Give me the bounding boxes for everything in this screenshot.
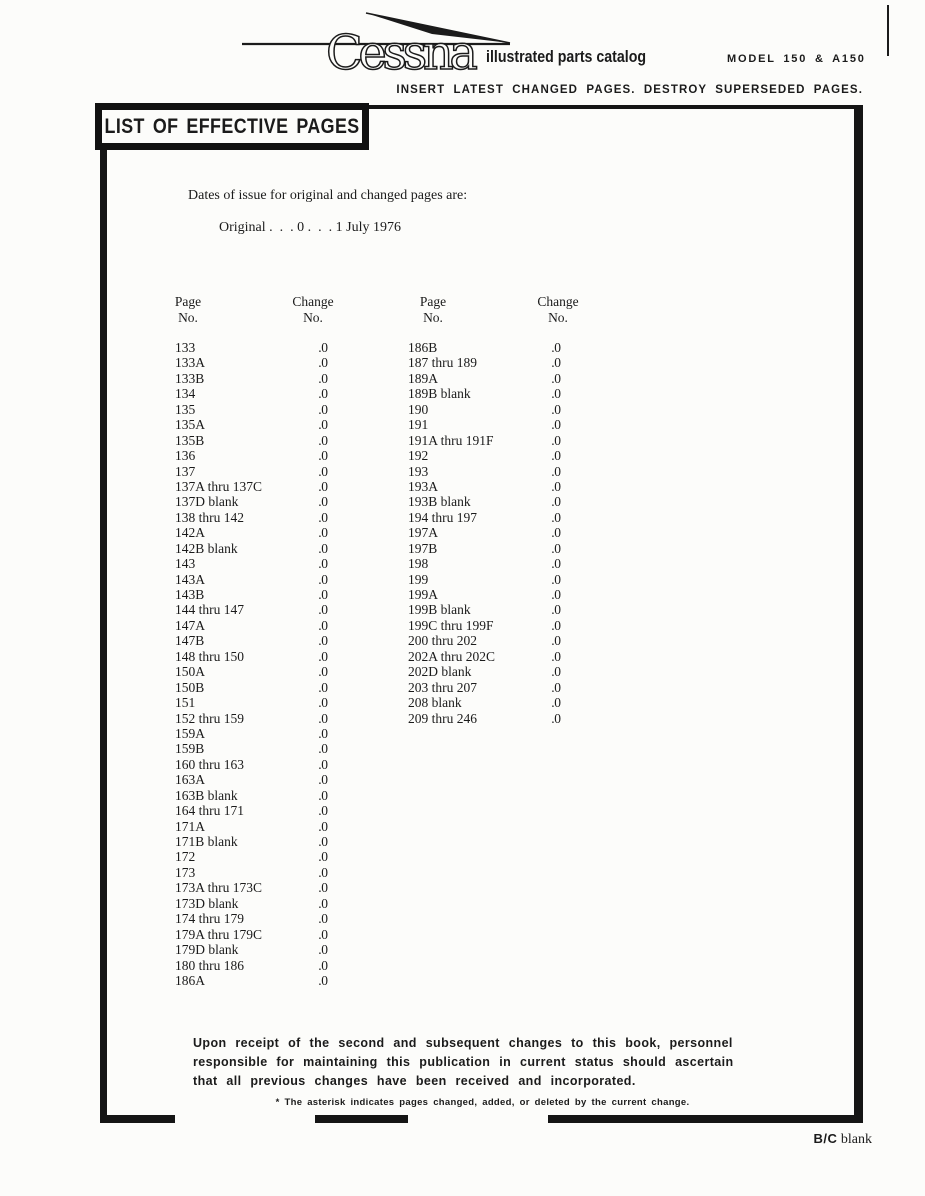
- table-row: [175, 849, 328, 864]
- page-no: 202A thru 202C: [408, 649, 548, 1196]
- table-row: [175, 865, 328, 880]
- change-no: 0: [321, 478, 328, 494]
- change-no: 0: [321, 834, 328, 849]
- table-row: [175, 757, 328, 772]
- page-no: 137A thru 137C: [175, 479, 315, 1196]
- table-row: [175, 355, 328, 370]
- page-no: 191A thru 191F: [408, 433, 548, 1196]
- change-no: 0: [554, 401, 561, 417]
- change-no: 0: [321, 725, 328, 741]
- change-no: 0: [554, 509, 561, 525]
- page-no: 150A: [175, 664, 315, 1196]
- page-no: 203 thru 207: [408, 680, 548, 1196]
- table-row: [408, 494, 561, 509]
- page-no: 137: [175, 464, 315, 1196]
- change-no: 0: [554, 525, 561, 541]
- table-row: [175, 927, 328, 942]
- table-row: [175, 788, 328, 803]
- page-no: 147B: [175, 633, 315, 1196]
- change-no: 0: [321, 417, 328, 433]
- change-no: 0: [554, 355, 561, 371]
- page-no: 135: [175, 402, 315, 1196]
- change-no: 0: [321, 463, 328, 479]
- page-no: 192: [408, 448, 548, 1196]
- change-no: 0: [321, 926, 328, 942]
- table-row: [175, 417, 328, 432]
- table-row: [175, 448, 328, 463]
- original-issue-line: Original . . . 0 . . . 1 July 1976: [219, 220, 401, 235]
- page-no: 152 thru 159: [175, 711, 315, 1196]
- cessna-logo: [240, 6, 520, 78]
- page-no: 173A thru 173C: [175, 880, 315, 1196]
- page-no: 142A: [175, 525, 315, 1196]
- table-row: [175, 664, 328, 679]
- page-no: 186A: [175, 973, 315, 1196]
- change-no: 0: [321, 355, 328, 371]
- change-no: 0: [321, 803, 328, 819]
- page-no: 174 thru 179: [175, 911, 315, 1196]
- table-row: [408, 525, 561, 540]
- table-row: [408, 711, 561, 726]
- footer-line: that all previous changes have been received and incorporated.: [193, 1074, 636, 1088]
- table-row: [408, 541, 561, 556]
- page-no: 163A: [175, 772, 315, 1196]
- change-no: 0: [321, 540, 328, 556]
- change-no: 0: [321, 911, 328, 927]
- table-row: [408, 448, 561, 463]
- page-no: 198: [408, 556, 548, 1196]
- change-no: 0: [321, 448, 328, 464]
- footer-paragraph: [193, 1034, 785, 1091]
- change-no: 0: [321, 864, 328, 880]
- catalog-title: illustrated parts catalog: [486, 48, 647, 66]
- page-no: 138 thru 142: [175, 510, 315, 1196]
- table-row: [408, 633, 561, 648]
- table-row: [408, 355, 561, 370]
- table-row: [175, 433, 328, 448]
- table-row: [408, 464, 561, 479]
- page-no: 171A: [175, 819, 315, 1196]
- change-no: 0: [554, 370, 561, 386]
- table-row: [175, 711, 328, 726]
- right-change-header: Change No.: [537, 294, 579, 325]
- table-row: [175, 479, 328, 494]
- page-no: 135A: [175, 417, 315, 1196]
- page-no: 143B: [175, 587, 315, 1196]
- effective-pages-left-column: [175, 340, 328, 988]
- page-no: 133B: [175, 371, 315, 1196]
- right-page-header: Page No.: [419, 294, 447, 325]
- page-no: 142B blank: [175, 541, 315, 1196]
- table-row: [408, 618, 561, 633]
- table-row: [175, 602, 328, 617]
- change-no: 0: [321, 741, 328, 757]
- page-no: 173D blank: [175, 896, 315, 1196]
- page-no: 172: [175, 849, 315, 1196]
- change-no: 0: [554, 417, 561, 433]
- table-row: [175, 942, 328, 957]
- change-no: 0: [321, 679, 328, 695]
- page-no: 143A: [175, 572, 315, 1196]
- change-no: 0: [554, 648, 561, 664]
- effective-pages-right-column: [408, 340, 561, 726]
- page-no: 143: [175, 556, 315, 1196]
- page-no: 193B blank: [408, 494, 548, 1196]
- table-row: [408, 556, 561, 571]
- table-row: [175, 371, 328, 386]
- change-no: 0: [554, 710, 561, 726]
- table-row: [408, 433, 561, 448]
- page-no: 199A: [408, 587, 548, 1196]
- change-no: 0: [321, 664, 328, 680]
- page-no: 151: [175, 695, 315, 1196]
- title-box: [95, 103, 369, 150]
- page-no: 194 thru 197: [408, 510, 548, 1196]
- change-no: 0: [554, 494, 561, 510]
- change-bar-mark: [887, 5, 889, 56]
- change-no: 0: [321, 772, 328, 788]
- change-no: 0: [321, 942, 328, 958]
- change-no: 0: [554, 556, 561, 572]
- change-no: 0: [554, 695, 561, 711]
- page-no: 197A: [408, 525, 548, 1196]
- table-row: [175, 587, 328, 602]
- change-no: 0: [554, 448, 561, 464]
- table-row: [408, 587, 561, 602]
- page-no: 200 thru 202: [408, 633, 548, 1196]
- page-no: 193: [408, 464, 548, 1196]
- page-no: 202D blank: [408, 664, 548, 1196]
- table-row: [175, 772, 328, 787]
- change-no: 0: [321, 972, 328, 988]
- change-no: 0: [554, 587, 561, 602]
- table-row: [408, 417, 561, 432]
- change-no: 0: [321, 386, 328, 402]
- table-row: [408, 510, 561, 525]
- change-no: 0: [321, 895, 328, 911]
- table-row: [175, 803, 328, 818]
- change-no: 0: [321, 818, 328, 834]
- page-no: 208 blank: [408, 695, 548, 1196]
- asterisk-note: * The asterisk indicates pages changed, added, or deleted by the current change.: [275, 1097, 690, 1108]
- page-no: 199C thru 199F: [408, 618, 548, 1196]
- page-no: 159A: [175, 726, 315, 1196]
- table-row: [175, 556, 328, 571]
- table-row: [408, 479, 561, 494]
- change-no: 0: [321, 648, 328, 664]
- page-no: 148 thru 150: [175, 649, 315, 1196]
- page-no: 137D blank: [175, 494, 315, 1196]
- change-no: 0: [554, 679, 561, 695]
- change-no: 0: [321, 633, 328, 649]
- dates-of-issue-line: Dates of issue for original and changed pages are:: [188, 188, 468, 203]
- change-no: 0: [321, 587, 328, 602]
- page-corner-label: [814, 1131, 873, 1148]
- page-no: 209 thru 246: [408, 711, 548, 1196]
- page-no: 164 thru 171: [175, 803, 315, 1196]
- page-no: 133: [175, 340, 315, 1196]
- table-row: [408, 649, 561, 664]
- change-no: 0: [321, 957, 328, 973]
- page-no: 147A: [175, 618, 315, 1196]
- change-no: 0: [554, 386, 561, 402]
- change-no: 0: [554, 633, 561, 649]
- table-row: [408, 572, 561, 587]
- table-row: [408, 386, 561, 401]
- change-no: 0: [554, 340, 561, 355]
- page-no: 193A: [408, 479, 548, 1196]
- page-no: 199B blank: [408, 602, 548, 1196]
- change-no: 0: [321, 571, 328, 587]
- page-no: 190: [408, 402, 548, 1196]
- table-row: [175, 973, 328, 988]
- page-no: 191: [408, 417, 548, 1196]
- change-no: 0: [554, 432, 561, 448]
- table-row: [175, 896, 328, 911]
- table-row: [408, 340, 561, 355]
- page-no: 135B: [175, 433, 315, 1196]
- logo-wordmark: Cessna: [326, 25, 478, 78]
- change-no: 0: [321, 756, 328, 772]
- page-no: 173: [175, 865, 315, 1196]
- change-no: 0: [321, 370, 328, 386]
- table-row: [175, 525, 328, 540]
- change-no: 0: [321, 509, 328, 525]
- table-row: [175, 618, 328, 633]
- corner-label-rest: blank: [837, 1132, 872, 1147]
- page-no: 144 thru 147: [175, 602, 315, 1196]
- table-row: [408, 695, 561, 710]
- table-row: [175, 819, 328, 834]
- table-row: [175, 958, 328, 973]
- insert-instruction: INSERT LATEST CHANGED PAGES. DESTROY SUPERSEDED PAGES.: [396, 84, 863, 96]
- table-row: [175, 386, 328, 401]
- change-no: 0: [321, 556, 328, 572]
- page-no: 136: [175, 448, 315, 1196]
- model-label: MODEL 150 & A150: [727, 53, 866, 65]
- left-page-header: Page No.: [174, 294, 202, 325]
- table-row: [175, 649, 328, 664]
- change-no: 0: [321, 880, 328, 896]
- table-row: [175, 494, 328, 509]
- table-row: [408, 402, 561, 417]
- table-row: [175, 633, 328, 648]
- change-no: 0: [554, 540, 561, 556]
- change-no: 0: [321, 849, 328, 865]
- change-no: 0: [321, 617, 328, 633]
- table-row: [175, 880, 328, 895]
- page-no: 197B: [408, 541, 548, 1196]
- table-row: [175, 541, 328, 556]
- table-row: [408, 602, 561, 617]
- page-no: 179D blank: [175, 942, 315, 1196]
- table-row: [175, 572, 328, 587]
- table-row: [408, 371, 561, 386]
- page-no: 187 thru 189: [408, 355, 548, 1196]
- table-row: [175, 741, 328, 756]
- table-row: [175, 340, 328, 355]
- table-row: [175, 680, 328, 695]
- page-no: 199: [408, 572, 548, 1196]
- change-no: 0: [554, 664, 561, 680]
- page-no: 189B blank: [408, 386, 548, 1196]
- left-change-header: Change No.: [292, 294, 334, 325]
- page-no: 180 thru 186: [175, 958, 315, 1196]
- change-no: 0: [554, 617, 561, 633]
- page-no: 163B blank: [175, 788, 315, 1196]
- page-no: 160 thru 163: [175, 757, 315, 1196]
- table-row: [175, 726, 328, 741]
- change-no: 0: [554, 478, 561, 494]
- page-no: 134: [175, 386, 315, 1196]
- change-no: 0: [321, 432, 328, 448]
- page-no: 159B: [175, 741, 315, 1196]
- page-title: LIST OF EFFECTIVE PAGES: [104, 114, 360, 138]
- table-row: [175, 464, 328, 479]
- table-row: [175, 911, 328, 926]
- change-no: 0: [321, 525, 328, 541]
- page-no: 133A: [175, 355, 315, 1196]
- table-row: [408, 664, 561, 679]
- corner-label-bold: B/C: [813, 1131, 838, 1146]
- page-no: 150B: [175, 680, 315, 1196]
- page-no: 186B: [408, 340, 548, 1196]
- change-no: 0: [321, 494, 328, 510]
- change-no: 0: [321, 602, 328, 618]
- change-no: 0: [321, 401, 328, 417]
- footer-line: responsible for maintaining this publication in current status should ascertain: [193, 1055, 734, 1069]
- change-no: 0: [554, 463, 561, 479]
- table-row: [175, 834, 328, 849]
- change-no: 0: [554, 602, 561, 618]
- change-no: 0: [321, 340, 328, 355]
- change-no: 0: [554, 571, 561, 587]
- page-no: 179A thru 179C: [175, 927, 315, 1196]
- page-no: 171B blank: [175, 834, 315, 1196]
- change-no: 0: [321, 710, 328, 726]
- footer-line: Upon receipt of the second and subsequent changes to this book, personnel: [193, 1036, 733, 1050]
- change-no: 0: [321, 695, 328, 711]
- table-row: [175, 695, 328, 710]
- table-row: [175, 402, 328, 417]
- table-row: [175, 510, 328, 525]
- change-no: 0: [321, 787, 328, 803]
- page-no: 189A: [408, 371, 548, 1196]
- table-row: [408, 680, 561, 695]
